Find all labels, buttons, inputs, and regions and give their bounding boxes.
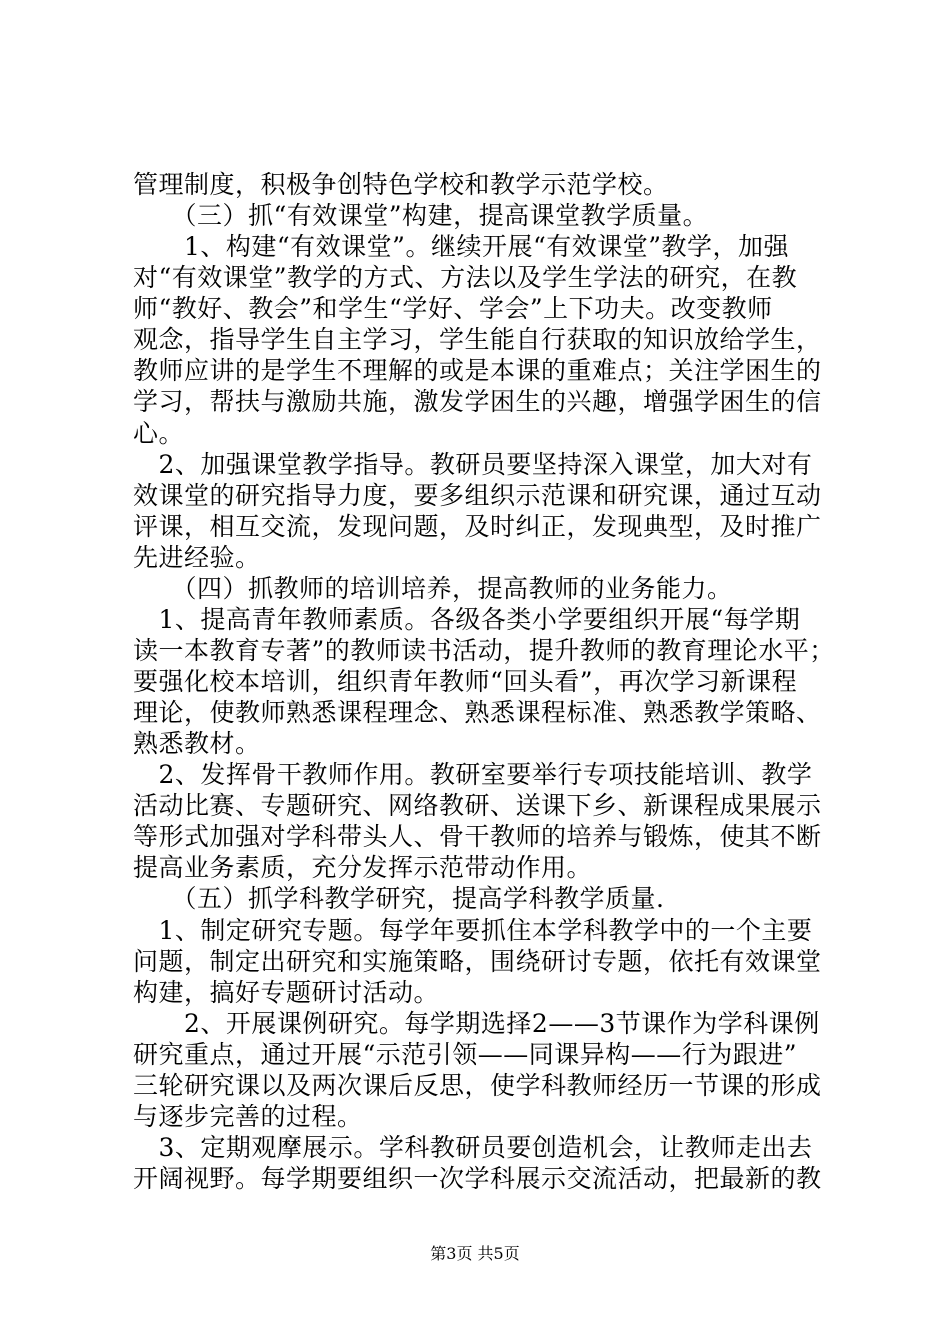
text-line: 活动比赛、专题研究、网络教研、送课下乡、新课程成果展示 (133, 791, 822, 820)
page-number-footer: 第3页 共5页 (430, 1244, 520, 1263)
text-line: 理论，使教师熟悉课程理念、熟悉课程标准、熟悉教学策略、 (133, 698, 822, 727)
text-line: （三）抓“有效课堂”构建，提高课堂教学质量。 (133, 201, 709, 230)
text-line: 开阔视野。每学期要组织一次学科展示交流活动，把最新的教 (133, 1164, 822, 1193)
text-line: 2、发挥骨干教师作用。教研室要举行专项技能培训、教学 (133, 760, 813, 789)
text-line: 效课堂的研究指导力度，要多组织示范课和研究课，通过互动 (133, 481, 822, 510)
text-line: 等形式加强对学科带头人、骨干教师的培养与锻炼，使其不断 (133, 822, 822, 851)
text-line: 师“教好、教会”和学生“学好、学会”上下功夫。改变教师 (133, 294, 773, 323)
text-line: 先进经验。 (133, 543, 261, 572)
text-line: 教师应讲的是学生不理解的或是本课的重难点；关注学困生的 (133, 356, 822, 385)
text-line: （四）抓教师的培训培养，提高教师的业务能力。 (133, 574, 733, 603)
text-line: 构建，搞好专题研讨活动。 (133, 978, 440, 1007)
text-line: 熟悉教材。 (133, 729, 261, 758)
text-line: 3、定期观摩展示。学科教研员要创造机会，让教师走出去 (133, 1133, 813, 1162)
text-line: 读一本教育专著”的教师读书活动，提升教师的教育理论水平； (133, 636, 835, 665)
text-line: 心。 (133, 419, 185, 448)
text-line: 学习，帮扶与激励共施，激发学困生的兴趣，增强学困生的信 (133, 387, 822, 416)
text-line: 2、加强课堂教学指导。教研员要坚持深入课堂，加大对有 (133, 450, 813, 479)
text-line: 对“有效课堂”教学的方式、方法以及学生学法的研究，在教 (133, 263, 798, 292)
text-line: 1、提高青年教师素质。各级各类小学要组织开展“每学期 (133, 605, 801, 634)
text-line: 要强化校本培训，组织青年教师“回头看”，再次学习新课程 (133, 667, 798, 696)
text-line: 研究重点，通过开展“示范引领——同课异构——行为跟进” (133, 1040, 798, 1069)
text-line: 观念，指导学生自主学习，学生能自行获取的知识放给学生， (133, 325, 822, 354)
text-line: 三轮研究课以及两次课后反思，使学科教师经历一节课的形成 (133, 1071, 822, 1100)
text-line: 1、制定研究专题。每学年要抓住本学科教学中的一个主要 (133, 916, 813, 945)
text-line: 问题，制定出研究和实施策略，围绕研讨专题，依托有效课堂 (133, 947, 822, 976)
text-line: 管理制度，积极争创特色学校和教学示范学校。 (133, 170, 669, 199)
text-line: 2、开展课例研究。每学期选择2——3节课作为学科课例 (133, 1009, 820, 1038)
text-line: （五）抓学科教学研究，提高学科教学质量. (133, 884, 665, 913)
text-line: 提高业务素质，充分发挥示范带动作用。 (133, 853, 593, 882)
text-line: 评课，相互交流，发现问题，及时纠正，发现典型，及时推广 (133, 512, 822, 541)
text-line: 与逐步完善的过程。 (133, 1102, 363, 1131)
text-line: 1、构建“有效课堂”。继续开展“有效课堂”教学，加强 (133, 232, 790, 261)
